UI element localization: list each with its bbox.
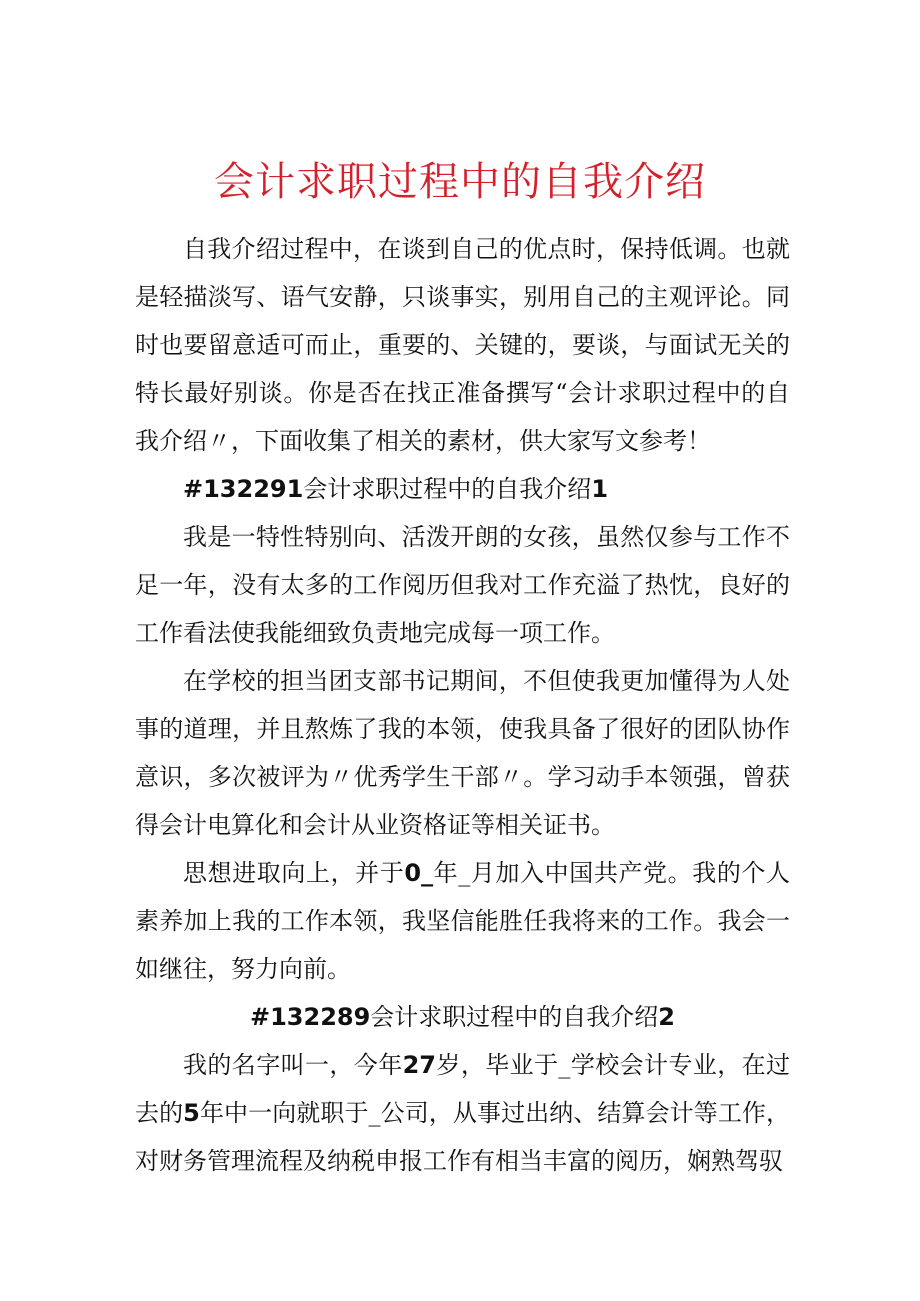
intro-paragraph: 自我介绍过程中，在谈到自己的优点时，保持低调。也就是轻描淡写、语气安静，只谈事实，别用自己的主观评论。同时也要留意适可而止，重要的、关键的，要谈，与面试无关的特长最好别谈。你是否在找正准备撰写“会计求职过程中的自我介绍〃，下面收集了相关的素材，供大家写文参考！ [135,235,790,455]
years-value: 5 [183,1099,200,1127]
paragraph: 在学校的担当团支部书记期间，不但使我更加懂得为人处事的道理，并且熬炼了我的本领，使我具备了很好的团队协作意识，多次被评为〃优秀学生干部〃。学习动手本领强，曾获得会计电算化和会计从业资格证等相关证书。 [135,667,790,839]
document-body [135,225,790,1185]
text-run: 我的名字叫一，今年 [183,1051,403,1079]
text-run: 年中一向就职于_公司，从事过出纳、结算会计等工作，对财务管理流程及纳税申报工作有相当丰富的阅历，娴熟驾驭 [135,1099,790,1175]
text-run: 年_月加入中国共产党。我的个人素养加上我的工作本领，我坚信能胜任我将来的工作。我会一如继往，努力向前。 [135,859,791,983]
text-run: 岁，毕业于_学校会计专业，在过去的 [135,1051,791,1127]
age-value: 27 [402,1051,437,1079]
date-placeholder: 0_ [404,859,434,887]
section-heading-1 [135,465,790,513]
section-number: #132291 [183,475,304,503]
document-title: 会计求职过程中的自我介绍 [214,159,706,205]
section-index: 2 [658,1003,675,1031]
section-heading-2 [135,993,790,1041]
section-number: #132289 [249,1003,371,1031]
section-heading-text: 会计求职过程中的自我介绍 [303,475,592,503]
paragraph [135,1041,790,1185]
paragraph [135,849,790,993]
text-run: 思想进取向上，并于 [183,859,405,887]
paragraph: 我是一特性特别向、活泼开朗的女孩，虽然仅参与工作不足一年，没有太多的工作阅历但我对工作充溢了热忱，良好的工作看法使我能细致负责地完成每一项工作。 [135,523,790,647]
section-index: 1 [591,475,609,503]
section-heading-text: 会计求职过程中的自我介绍 [370,1003,659,1031]
